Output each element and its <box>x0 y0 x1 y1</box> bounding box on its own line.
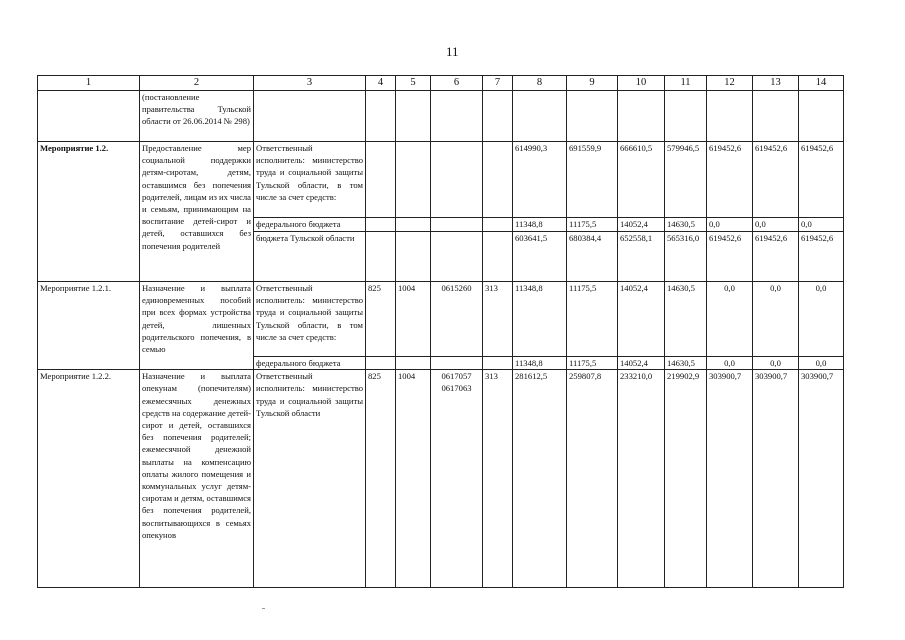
value-cell: 11175,5 <box>567 357 618 370</box>
code-cell: 1004 <box>396 282 431 357</box>
value-cell: 0,0 <box>799 357 844 370</box>
value-cell: 619452,6 <box>707 232 753 282</box>
code-cell: 313 <box>483 282 513 357</box>
measure-name: Мероприятие 1.2.2. <box>38 370 140 588</box>
measure-name: Мероприятие 1.2. <box>38 142 140 282</box>
value-cell: 666610,5 <box>618 142 665 218</box>
value-cell: 219902,9 <box>665 370 707 588</box>
header-cell: 11 <box>665 76 707 91</box>
page-number: 11 <box>446 44 459 59</box>
value-cell: 14052,4 <box>618 357 665 370</box>
value-cell: 0,0 <box>707 218 753 232</box>
table-row <box>38 142 844 218</box>
code-line: 0617057 <box>441 371 472 382</box>
header-cell: 8 <box>513 76 567 91</box>
value-cell: 233210,0 <box>618 370 665 588</box>
table-row <box>38 370 844 588</box>
value-cell: 614990,3 <box>513 142 567 218</box>
value-cell: 0,0 <box>753 357 799 370</box>
code-cell <box>431 370 483 588</box>
program-table <box>37 75 844 588</box>
header-row <box>38 76 844 91</box>
value-cell: 579946,5 <box>665 142 707 218</box>
header-cell: 5 <box>396 76 431 91</box>
header-cell: 3 <box>254 76 366 91</box>
value-cell: 14630,5 <box>665 218 707 232</box>
value-cell: 0,0 <box>799 218 844 232</box>
funding-source: федерального бюджета <box>254 357 366 370</box>
header-cell: 2 <box>140 76 254 91</box>
value-cell: 14052,4 <box>618 282 665 357</box>
value-cell: 14052,4 <box>618 218 665 232</box>
value-cell: 0,0 <box>753 282 799 357</box>
value-cell: 603641,5 <box>513 232 567 282</box>
value-cell: 619452,6 <box>753 142 799 218</box>
code-cell: 1004 <box>396 370 431 588</box>
value-cell: 619452,6 <box>707 142 753 218</box>
responsible-executor: Ответственный исполнитель: министерство труда и социальной защиты Тульской области, в том числе за счет средств: <box>254 282 366 357</box>
value-cell: 11348,8 <box>513 218 567 232</box>
value-cell: 652558,1 <box>618 232 665 282</box>
value-cell: 11175,5 <box>567 218 618 232</box>
value-cell: 0,0 <box>707 282 753 357</box>
header-cell: 4 <box>366 76 396 91</box>
code-line: 0617063 <box>441 383 472 394</box>
value-cell: 303900,7 <box>707 370 753 588</box>
header-cell: 12 <box>707 76 753 91</box>
value-cell: 0,0 <box>707 357 753 370</box>
header-cell: 10 <box>618 76 665 91</box>
value-cell: 303900,7 <box>753 370 799 588</box>
code-cell: 825 <box>366 282 396 357</box>
funding-source: бюджета Тульской области <box>254 232 366 282</box>
value-cell: 14630,5 <box>665 357 707 370</box>
value-cell: 14630,5 <box>665 282 707 357</box>
measure-description: Назначение и выплата единовременных пособий при всех формах устройства детей, лишенных родительского попечения, в семью <box>140 282 254 370</box>
value-cell: 11348,8 <box>513 282 567 357</box>
value-cell: 0,0 <box>753 218 799 232</box>
funding-source: федерального бюджета <box>254 218 366 232</box>
value-cell: 691559,9 <box>567 142 618 218</box>
value-cell: 0,0 <box>799 282 844 357</box>
header-cell: 7 <box>483 76 513 91</box>
value-cell: 303900,7 <box>799 370 844 588</box>
code-cell: 0615260 <box>431 282 483 357</box>
header-cell: 6 <box>431 76 483 91</box>
header-cell: 9 <box>567 76 618 91</box>
value-cell: 259807,8 <box>567 370 618 588</box>
value-cell: 11348,8 <box>513 357 567 370</box>
header-cell: 14 <box>799 76 844 91</box>
value-cell: 619452,6 <box>753 232 799 282</box>
header-cell: 13 <box>753 76 799 91</box>
value-cell: 565316,0 <box>665 232 707 282</box>
measure-name: Мероприятие 1.2.1. <box>38 282 140 370</box>
value-cell: 619452,6 <box>799 142 844 218</box>
code-cell: 313 <box>483 370 513 588</box>
table-row <box>38 91 844 142</box>
value-cell: 619452,6 <box>799 232 844 282</box>
measure-description: (постановление правительства Тульской области от 26.06.2014 № 298) <box>140 91 254 142</box>
value-cell: 680384,4 <box>567 232 618 282</box>
value-cell: 281612,5 <box>513 370 567 588</box>
code-cell: 825 <box>366 370 396 588</box>
measure-description: Предоставление мер социальной поддержки детям-сиротам, детям, оставшимся без попечения родителей, лицам из их числа и семьям, принимающим на воспитание детей-сирот и детей, оставшихся без попечения родителей <box>140 142 254 282</box>
table-row <box>38 282 844 357</box>
responsible-executor: Ответственный исполнитель: министерство труда и социальной защиты Тульской области <box>254 370 366 588</box>
measure-description: Назначение и выплата опекунам (попечителям) ежемесячных денежных средств на содержание детей-сирот и детей, оставшихся без попечения родителей; ежемесячной денежной выплаты на компенсацию оплаты жилого помещения и коммунальных услуг детям-сиротам и детям, оставшимся без попечения родителей, воспитывающихся в семьях опекунов <box>140 370 254 588</box>
value-cell: 11175,5 <box>567 282 618 357</box>
header-cell: 1 <box>38 76 140 91</box>
scan-mark <box>262 608 265 609</box>
responsible-executor: Ответственный исполнитель: министерство труда и социальной защиты Тульской области, в том числе за счет средств: <box>254 142 366 218</box>
